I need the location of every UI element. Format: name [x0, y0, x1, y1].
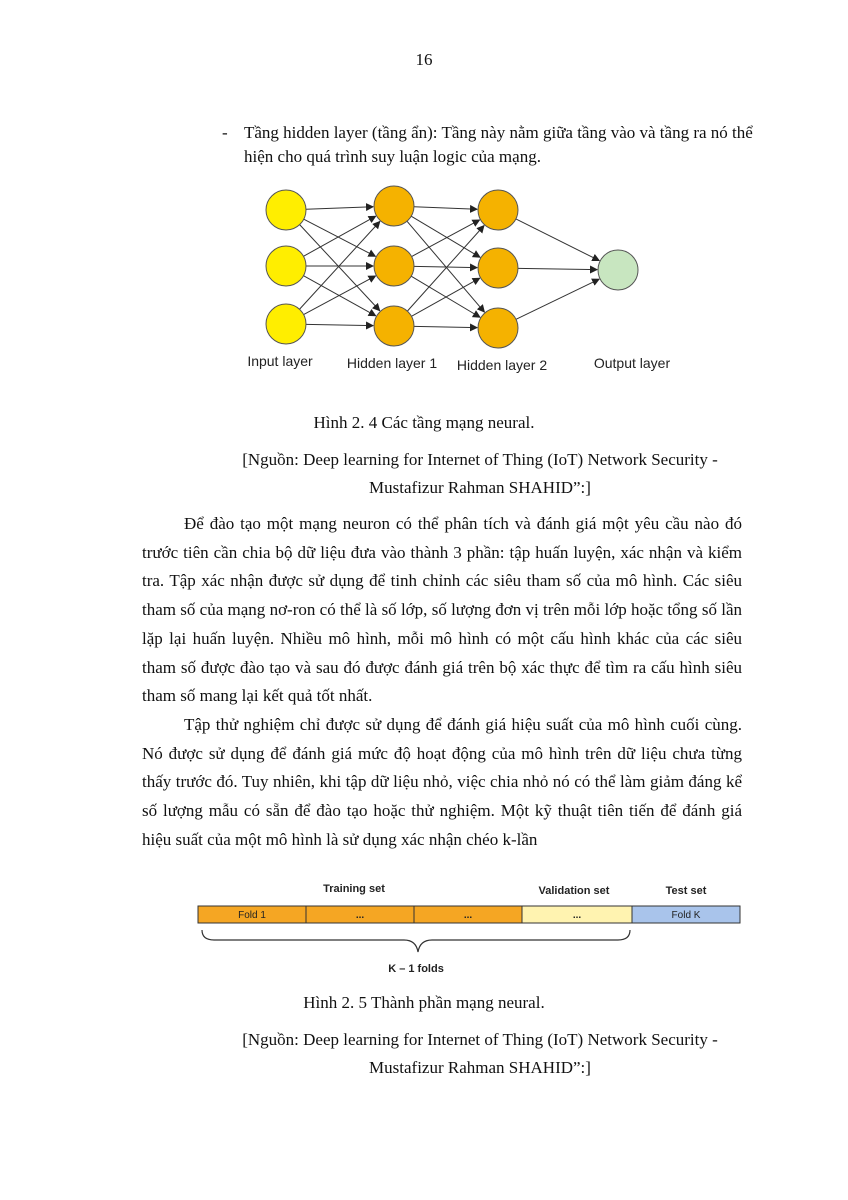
hidden-node: [478, 190, 518, 230]
input-node: [266, 190, 306, 230]
network-edge: [306, 324, 373, 325]
network-edge: [414, 207, 477, 209]
bullet-text: Tầng hidden layer (tầng ẩn): Tầng này nằm giữa tầng vào và tầng ra nó thể hiện cho quá trình suy luận logic của mạng.: [244, 123, 753, 166]
network-edge: [303, 216, 375, 256]
network-edge: [516, 279, 599, 319]
hidden-layer-1-label: Hidden layer 1: [346, 355, 438, 371]
fold-label: ...: [572, 910, 582, 921]
figure-1-source-line-2: Mustafizur Rahman SHAHID”:]: [369, 478, 591, 497]
input-node: [266, 304, 306, 344]
network-edges: [300, 207, 600, 328]
bullet-dash: -: [222, 123, 228, 142]
hidden-node: [374, 306, 414, 346]
output-node: [598, 250, 638, 290]
input-node: [266, 246, 306, 286]
training-set-header: Training set: [323, 883, 385, 895]
k-minus-1-folds-label: K – 1 folds: [388, 963, 444, 975]
paragraph-2: Tập thử nghiệm chỉ được sử dụng để đánh giá hiệu suất của mô hình cuối cùng. Nó được sử dụng để đánh giá mức độ hoạt động của mô hình trên dữ liệu chưa từng thấy trước đó. Tuy nhiên, khi tập dữ liệu nhỏ, việc chia nhỏ nó có thể làm giảm đáng kể số lượng mẫu có sẵn để đào tạo hoặc thử nghiệm. Một kỹ thuật tiên tiến để đánh giá hiệu suất của một mô hình là sử dụng xác nhận chéo k-lần: [142, 715, 742, 849]
output-layer-label: Output layer: [593, 355, 671, 371]
network-edge: [414, 266, 477, 267]
hidden-node: [478, 248, 518, 288]
network-edge: [414, 326, 477, 327]
bullet-item: [222, 121, 782, 169]
input-layer-label: Input layer: [247, 353, 313, 369]
hidden-node: [374, 186, 414, 226]
fold-label: Fold 1: [238, 910, 266, 921]
test-set-header: Test set: [665, 885, 707, 897]
k-fold-diagram: [190, 876, 750, 980]
figure-1-source-line-1: [Nguồn: Deep learning for Internet of Thing (IoT) Network Security -: [242, 450, 718, 469]
hidden-node: [478, 308, 518, 348]
figure-2-source-line-2: Mustafizur Rahman SHAHID”:]: [369, 1058, 591, 1077]
neural-network-diagram: [230, 182, 690, 382]
figure-1-caption: Hình 2. 4 Các tầng mạng neural.: [313, 413, 535, 432]
network-edge: [306, 207, 373, 209]
validation-set-header: Validation set: [538, 885, 610, 897]
hidden-layer-2-label: Hidden layer 2: [456, 357, 548, 373]
paragraph-1: Để đào tạo một mạng neuron có thể phân tích và đánh giá một yêu cầu nào đó trước tiên cần chia bộ dữ liệu đưa vào thành 3 phần: tập huấn luyện, xác nhận và kiểm tra. Tập xác nhận được sử dụng để tinh chỉnh các siêu tham số của mô hình. Các siêu tham số của mạng nơ-ron có thể là số lớp, số lượng đơn vị trên mỗi lớp hoặc tổng số lần lặp lại huấn luyện. Nhiều mô hình, mỗi mô hình có một cấu hình khác của các siêu tham số được đào tạo và sau đó được đánh giá trên bộ xác thực để tìm ra cấu hình siêu tham số mang lại kết quả tốt nhất.: [142, 514, 742, 706]
hidden-node: [374, 246, 414, 286]
network-edge: [518, 268, 597, 269]
network-edge: [516, 219, 599, 261]
fold-label: ...: [355, 910, 365, 921]
figure-2-source-line-1: [Nguồn: Deep learning for Internet of Thing (IoT) Network Security -: [242, 1030, 718, 1049]
fold-label: Fold K: [671, 910, 701, 921]
fold-label: ...: [463, 910, 473, 921]
figure-2-caption: Hình 2. 5 Thành phần mạng neural.: [303, 993, 545, 1012]
brace: [202, 930, 630, 952]
page-number: 16: [415, 50, 433, 69]
